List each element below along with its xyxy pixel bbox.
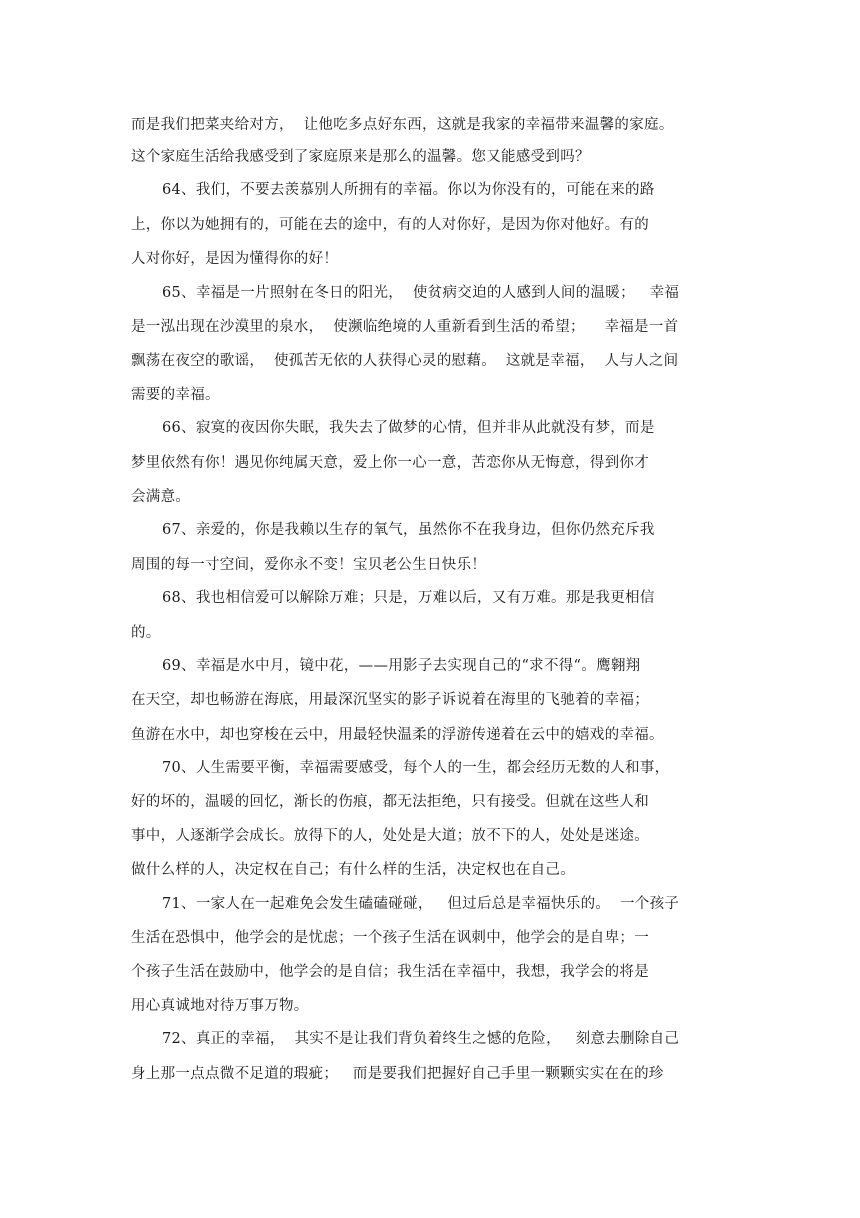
text-line: 上，你以为她拥有的，可能在去的途中，有的人对你好，是因为你对他好。有的 — [131, 217, 649, 233]
paragraph-68-start: 68、我也相信爱可以解除万难；只是，万难以后，又有万难。那是我更相信 — [162, 590, 655, 606]
text-line: 做什么样的人，决定权在自己；有什么样的生活，决定权也在自己。 — [131, 862, 575, 878]
text-line: 在天空，却也畅游在海底，用最深沉坚实的影子诉说着在海里的飞驰着的幸福； — [131, 692, 649, 708]
text-line: 会满意。 — [131, 489, 191, 505]
paragraph-64-start: 64、我们，不要去羡慕别人所拥有的幸福。你以为你没有的，可能在来的路 — [162, 182, 655, 198]
text-line: 用心真诚地对待万事万物。 — [131, 998, 309, 1014]
paragraph-66-start: 66、寂寞的夜因你失眠，我失去了做梦的心情，但并非从此就没有梦，而是 — [162, 420, 655, 436]
paragraph-70-start: 70、人生需要平衡，幸福需要感受，每个人的一生，都会经历无数的人和事， — [162, 760, 670, 776]
paragraph-67-start: 67、亲爱的，你是我赖以生存的氧气，虽然你不在我身边，但你仍然充斥我 — [162, 522, 655, 538]
text-line: 身上那一点点微不足道的瑕疵； 而是要我们把握好自己手里一颗颗实实在在的珍 — [131, 1066, 664, 1082]
text-line: 是一泓出现在沙漠里的泉水， 使濒临绝境的人重新看到生活的希望； 幸福是一首 — [131, 319, 679, 335]
text-line: 事中，人逐渐学会成长。放得下的人，处处是大道；放不下的人，处处是迷途。 — [131, 828, 649, 844]
text-line: 梦里依然有你！遇见你纯属天意，爱上你一心一意，苦恋你从无悔意，得到你才 — [131, 455, 649, 471]
text-line: 需要的幸福。 — [131, 387, 220, 403]
text-line: 飘荡在夜空的歌谣， 使孤苦无依的人获得心灵的慰藉。 这就是幸福， 人与人之间 — [131, 353, 679, 369]
text-line: 而是我们把菜夹给对方， 让他吃多点好东西，这就是我家的幸福带来温馨的家庭。 — [131, 117, 674, 133]
text-line: 人对你好，是因为懂得你的好！ — [131, 251, 339, 267]
text-line: 周围的每一寸空间，爱你永不变！宝贝老公生日快乐！ — [131, 557, 487, 573]
text-line: 鱼游在水中，却也穿梭在云中，用最轻快温柔的浮游传递着在云中的嬉戏的幸福。 — [131, 727, 664, 743]
paragraph-72-start: 72、真正的幸福， 其实不是让我们背负着终生之憾的危险， 刻意去删除自己 — [162, 1031, 680, 1047]
paragraph-71-start: 71、一家人在一起难免会发生磕磕碰碰， 但过后总是幸福快乐的。 一个孩子 — [162, 896, 680, 912]
text-line: 这个家庭生活给我感受到了家庭原来是那么的温馨。您又能感受到吗？ — [131, 149, 590, 165]
paragraph-65-start: 65、幸福是一片照射在冬日的阳光， 使贫病交迫的人感到人间的温暖； 幸福 — [162, 285, 680, 301]
text-line: 生活在恐惧中，他学会的是忧虑；一个孩子生活在讽刺中，他学会的是自卑；一 — [131, 930, 649, 946]
text-line: 个孩子生活在鼓励中，他学会的是自信；我生活在幸福中，我想，我学会的将是 — [131, 964, 649, 980]
text-line: 好的坏的，温暖的回忆，渐长的伤痕，都无法拒绝，只有接受。但就在这些人和 — [131, 794, 649, 810]
text-line: 的。 — [131, 625, 161, 641]
paragraph-69-start: 69、幸福是水中月，镜中花，——用影子去实现自己的“求不得“。鹰翱翔 — [162, 658, 641, 674]
